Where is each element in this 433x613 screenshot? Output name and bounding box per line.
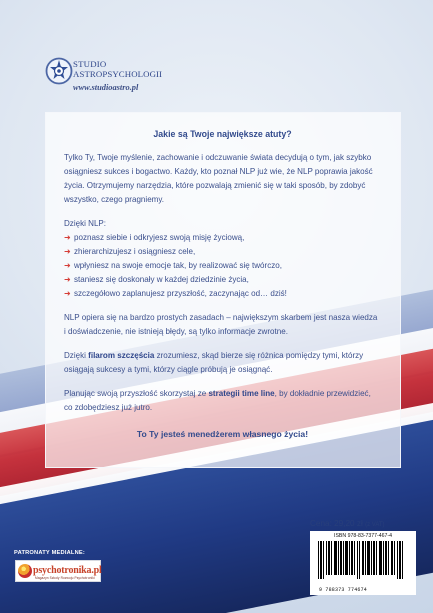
- benefit-item: ➜ staniesz się doskonały w każdej dziedzinie życia,: [64, 273, 381, 287]
- price-value: Cena: 29,20 zł: [310, 519, 363, 528]
- patron-name: psychotronika.pl: [33, 565, 102, 576]
- patron-logo: [15, 560, 101, 582]
- benefits-intro: Dzięki NLP:: [64, 219, 107, 228]
- paragraph-3-after: zrozumiesz, skąd bierze się różnica pomiędzy tymi, którzy osiągają sukcesy a tymi, którzy ciągle próbują je osiągnąć.: [64, 351, 364, 374]
- paragraph-4-after: , by dokładnie przewidzieć, co zdobędziesz już jutro.: [64, 389, 371, 412]
- description-paragraph-3: [64, 349, 381, 377]
- description-panel: [45, 112, 401, 468]
- price-note: (z VAT): [365, 522, 385, 528]
- benefits-list: [64, 231, 381, 301]
- benefit-item: ➜ poznasz siebie i odkryjesz swoją misję życiową,: [64, 231, 381, 245]
- price-label: [310, 519, 416, 531]
- patrons-label: PATRONATY MEDIALNE:: [14, 550, 85, 556]
- description-title: Jakie są Twoje największe atuty?: [153, 129, 292, 139]
- barcode-box: [310, 531, 416, 595]
- description-paragraph-2: NLP opiera się na bardzo prostych zasadach – największym skarbem jest nasza wiedza i doświadczenie, nie istnieją błędy, są tylko informacje zwrotne.: [64, 313, 378, 336]
- benefit-item: ➜ wpłyniesz na swoje emocje tak, by realizować się twórczo,: [64, 259, 381, 273]
- publisher-logo: [45, 49, 245, 95]
- paragraph-4-before: Planując swoją przyszłość skorzystaj ze: [64, 389, 209, 398]
- paragraph-3-before: Dzięki: [64, 351, 89, 360]
- paragraph-4-emphasis: strategii time line: [208, 389, 275, 398]
- paragraph-3-emphasis: filarom szczęścia: [88, 351, 155, 360]
- patron-logo-icon: [18, 564, 32, 578]
- logo-line-studio: STUDIO: [73, 59, 107, 69]
- description-paragraph-4: [64, 387, 381, 415]
- benefit-item: ➜ szczegółowo zaplanujesz przyszłość, zaczynając od… dziś!: [64, 287, 381, 301]
- astro-logo-icon: [45, 57, 73, 85]
- barcode-icon: [316, 541, 410, 586]
- logo-line-astropsychologii: ASTROPSYCHOLOGII: [73, 69, 163, 79]
- benefit-item: ➜ zhierarchizujesz i osiągniesz cele,: [64, 245, 381, 259]
- isbn-text: ISBN 978-83-7377-467-4: [334, 533, 392, 539]
- barcode-number: 9 788373 774674: [319, 587, 368, 593]
- description-paragraph-1: Tylko Ty, Twoje myślenie, zachowanie i odczuwanie świata decydują o tym, jak szybko osiągniesz sukces i bogactwo. Każdy, kto poznał NLP już wie, że NLP poprawia jakość życia. Otrzymujemy narzędzia, które pozwalają zmienić się w taki sposób, by zdobyć wszystko, czego pragniemy.: [64, 153, 373, 204]
- closing-line: To Ty jesteś menedżerem własnego życia!: [136, 429, 309, 439]
- patron-subtitle: Magazyn Szkoły Rozwoju Psychotroniki: [35, 576, 95, 580]
- logo-url: www.studioastro.pl: [73, 83, 139, 92]
